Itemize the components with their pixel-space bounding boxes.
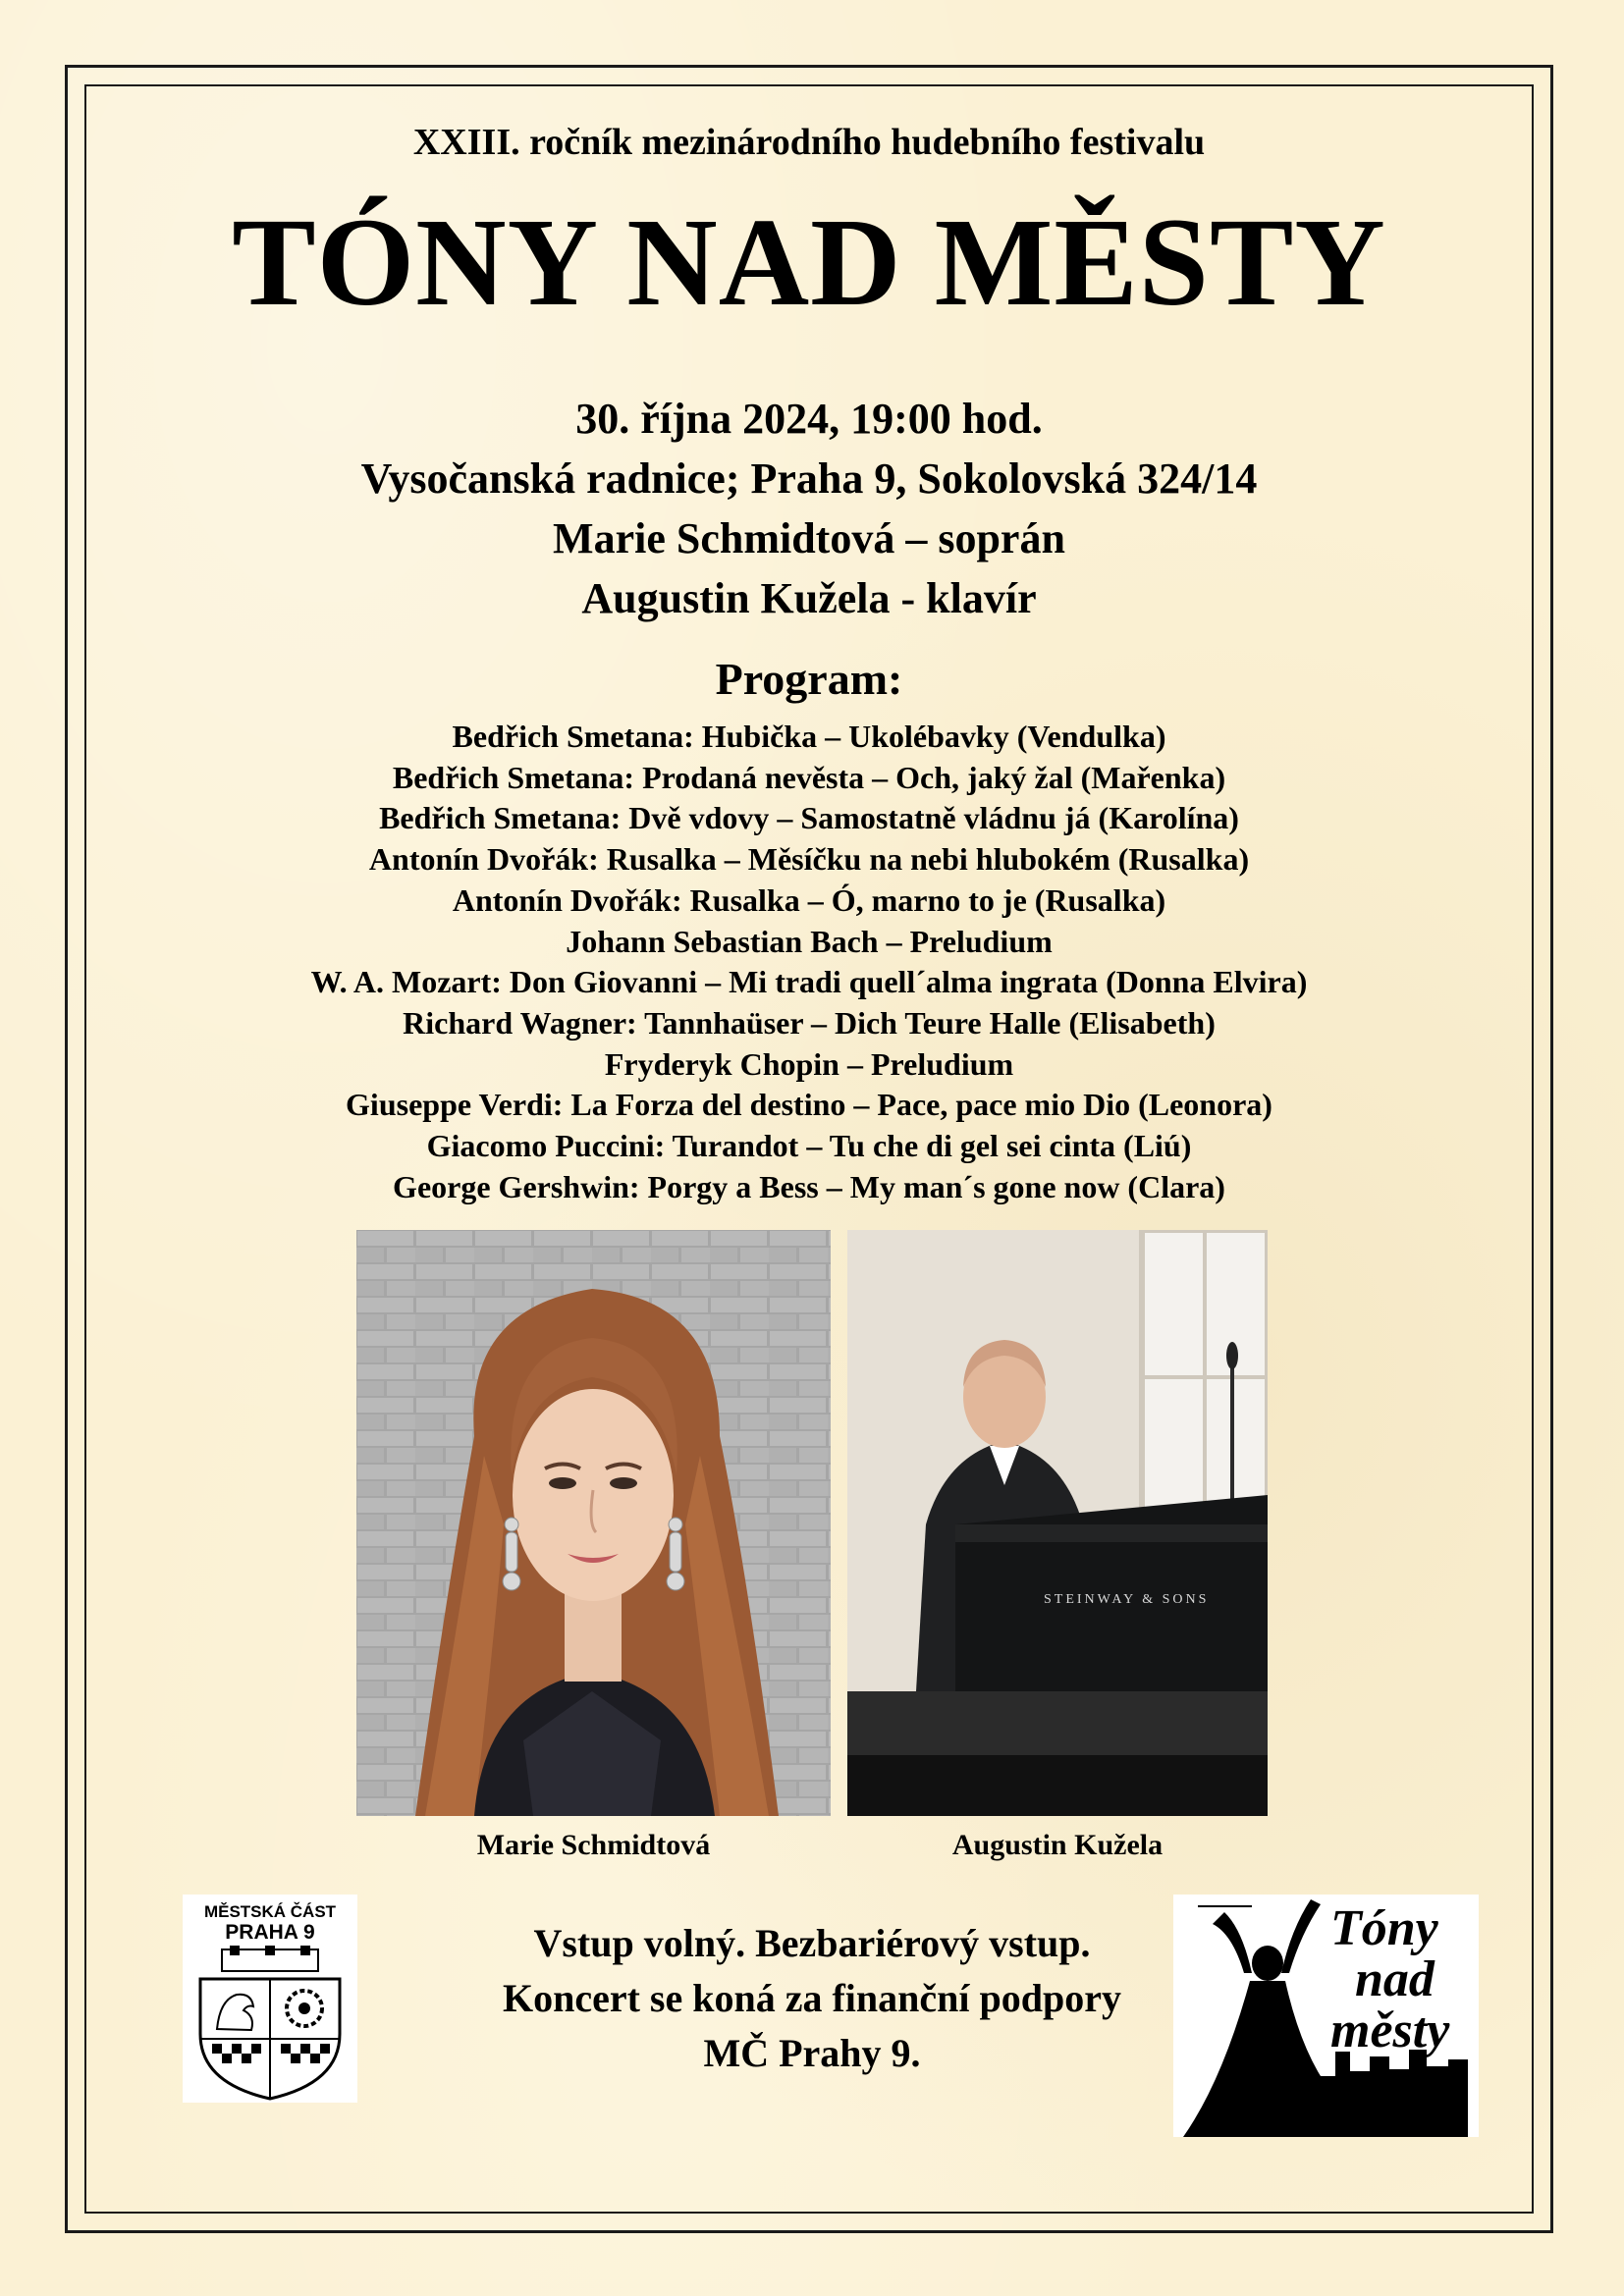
pianist-photo: [847, 1230, 1268, 1816]
footer-line-entry: Vstup volný. Bezbariérový vstup.: [533, 1921, 1091, 1965]
praha9-coat-of-arms-icon: [183, 1946, 357, 2103]
program-item: Richard Wagner: Tannhaüser – Dich Teure Halle (Elisabeth): [403, 1004, 1216, 1041]
footer-note: [393, 1916, 1231, 2081]
program-item: Johann Sebastian Bach – Preludium: [566, 923, 1053, 959]
praha9-logo-line2: PRAHA 9: [225, 1921, 315, 1944]
footer-line-support: Koncert se koná za finanční podpory: [502, 1976, 1122, 2020]
program-item: Antonín Dvořák: Rusalka – Ó, marno to je (Rusalka): [452, 881, 1166, 918]
event-datetime: 30. října 2024, 19:00 hod.: [575, 395, 1043, 443]
festival-subtitle: XXIII. ročník mezinárodního hudebního festivalu: [412, 122, 1206, 163]
festival-logo-line1: Tóny: [1330, 1900, 1438, 1956]
program-item: Bedřich Smetana: Prodaná nevěsta – Och, jaký žal (Mařenka): [392, 759, 1226, 795]
soprano-photo: [356, 1230, 831, 1816]
pianist-caption: Augustin Kužela: [951, 1829, 1164, 1861]
praha9-logo-line1: MĚSTSKÁ ČÁST: [203, 1902, 337, 1921]
festival-logo: [1173, 1895, 1479, 2137]
festival-logo-line3: městy: [1330, 2002, 1450, 2058]
piano-brand-text: STEINWAY & SONS: [1044, 1592, 1210, 1607]
program-heading: Program:: [715, 654, 903, 704]
event-venue: Vysočanská radnice; Praha 9, Sokolovská 324/14: [360, 454, 1258, 503]
event-performer-soprano: Marie Schmidtová – soprán: [553, 514, 1065, 562]
program-item: Bedřich Smetana: Dvě vdovy – Samostatně vládnu já (Karolína): [379, 800, 1239, 836]
program-item: W. A. Mozart: Don Giovanni – Mi tradi quell´alma ingrata (Donna Elvira): [310, 964, 1308, 1000]
program-item: Giacomo Puccini: Turandot – Tu che di gel sei cinta (Liú): [426, 1128, 1192, 1164]
praha9-logo: [183, 1895, 357, 2103]
event-info: [84, 389, 1534, 628]
footer-line-sponsor: MČ Prahy 9.: [703, 2031, 921, 2075]
program-list: [84, 717, 1534, 1207]
program-item: Giuseppe Verdi: La Forza del destino – Pace, pace mio Dio (Leonora): [346, 1087, 1272, 1123]
event-performer-piano: Augustin Kužela - klavír: [581, 574, 1037, 622]
program-item: George Gershwin: Porgy a Bess – My man´s gone now (Clara): [393, 1168, 1225, 1204]
soprano-caption: Marie Schmidtová: [476, 1829, 711, 1861]
program-item: Antonín Dvořák: Rusalka – Měsíčku na nebi hlubokém (Rusalka): [368, 841, 1250, 878]
festival-logo-line2: nad: [1355, 1951, 1435, 2007]
program-item: Fryderyk Chopin – Preludium: [604, 1045, 1014, 1082]
program-item: Bedřich Smetana: Hubička – Ukolébavky (Vendulka): [452, 719, 1166, 754]
festival-title: TÓNY NAD MĚSTY: [232, 192, 1386, 332]
